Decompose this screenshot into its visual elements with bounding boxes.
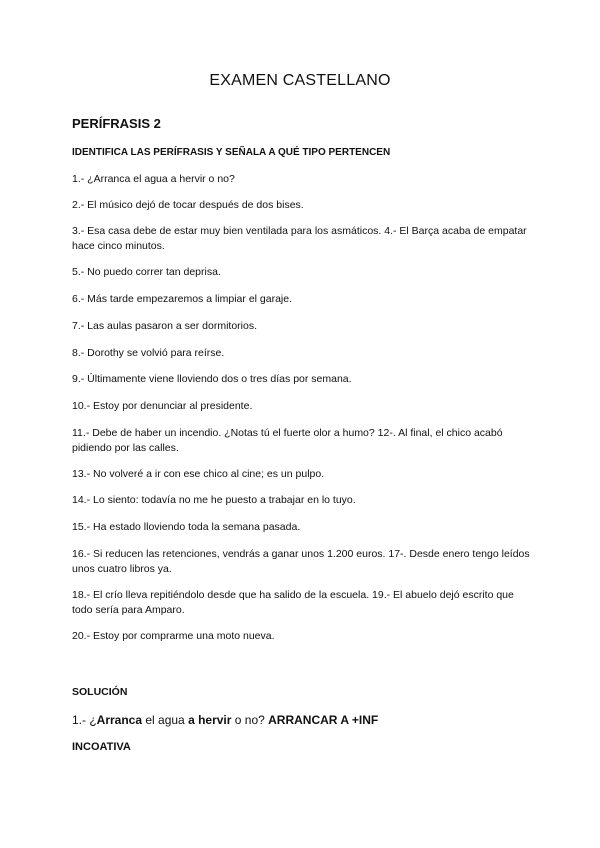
exercise-item-11-12: 11.- Debe de haber un incendio. ¿Notas tú el fuerte olor a humo? 12-. Al final, el chico acabó pidiendo por las calles. [72, 427, 503, 454]
exercise-item-20: 20.- Estoy por comprarme una moto nueva. [72, 630, 275, 642]
exercise-item-10: 10.- Estoy por denunciar al presidente. [72, 400, 253, 412]
solution-pattern: ARRANCAR A +INF [268, 713, 379, 727]
instructions-heading: IDENTIFICA LAS PERÍFRASIS Y SEÑALA A QUÉ TIPO PERTENCEN [72, 147, 391, 158]
solution-type: INCOATIVA [72, 741, 131, 753]
section-heading: PERÍFRASIS 2 [72, 116, 161, 131]
exercise-item-2: 2.- El músico dejó de tocar después de dos bises. [72, 199, 304, 211]
exercise-item-9: 9.- Últimamente viene lloviendo dos o tres días por semana. [72, 373, 352, 385]
exercise-item-13: 13.- No volveré a ir con ese chico al cine; es un pulpo. [72, 468, 325, 480]
exercise-item-7: 7.- Las aulas pasaron a ser dormitorios. [72, 320, 258, 332]
exercise-item-16-17: 16.- Si reducen las retenciones, vendrás a ganar unos 1.200 euros. 17-. Desde enero tengo leídos unos cuatro libros ya. [72, 548, 530, 575]
exercise-item-15: 15.- Ha estado lloviendo toda la semana pasada. [72, 521, 301, 533]
exercise-item-6: 6.- Más tarde empezaremos a limpiar el garaje. [72, 293, 293, 305]
solution-verb: Arranca [96, 713, 143, 727]
exercise-item-3-4: 3.- Esa casa debe de estar muy bien ventilada para los asmáticos. 4.- El Barça acaba de empatar hace cinco minutos. [72, 225, 527, 252]
exercise-item-14: 14.- Lo siento: todavía no me he puesto a trabajar en lo tuyo. [72, 494, 356, 506]
solution-line [72, 713, 378, 727]
solution-mid: el agua [142, 713, 189, 727]
solution-prefix: 1.- ¿ [72, 713, 97, 727]
exercise-item-1: 1.- ¿Arranca el agua a hervir o no? [72, 173, 235, 185]
solution-heading: SOLUCIÓN [72, 686, 128, 698]
solution-suffix: o no? [231, 713, 269, 727]
exercise-item-8: 8.- Dorothy se volvió para reírse. [72, 347, 225, 359]
document-title: EXAMEN CASTELLANO [209, 72, 391, 89]
exercise-item-5: 5.- No puedo correr tan deprisa. [72, 266, 221, 278]
solution-infinitive: a hervir [188, 713, 232, 727]
exercise-item-18-19: 18.- El crío lleva repitiéndolo desde que ha salido de la escuela. 19.- El abuelo dejó escrito que todo sería para Amparo. [72, 589, 514, 616]
